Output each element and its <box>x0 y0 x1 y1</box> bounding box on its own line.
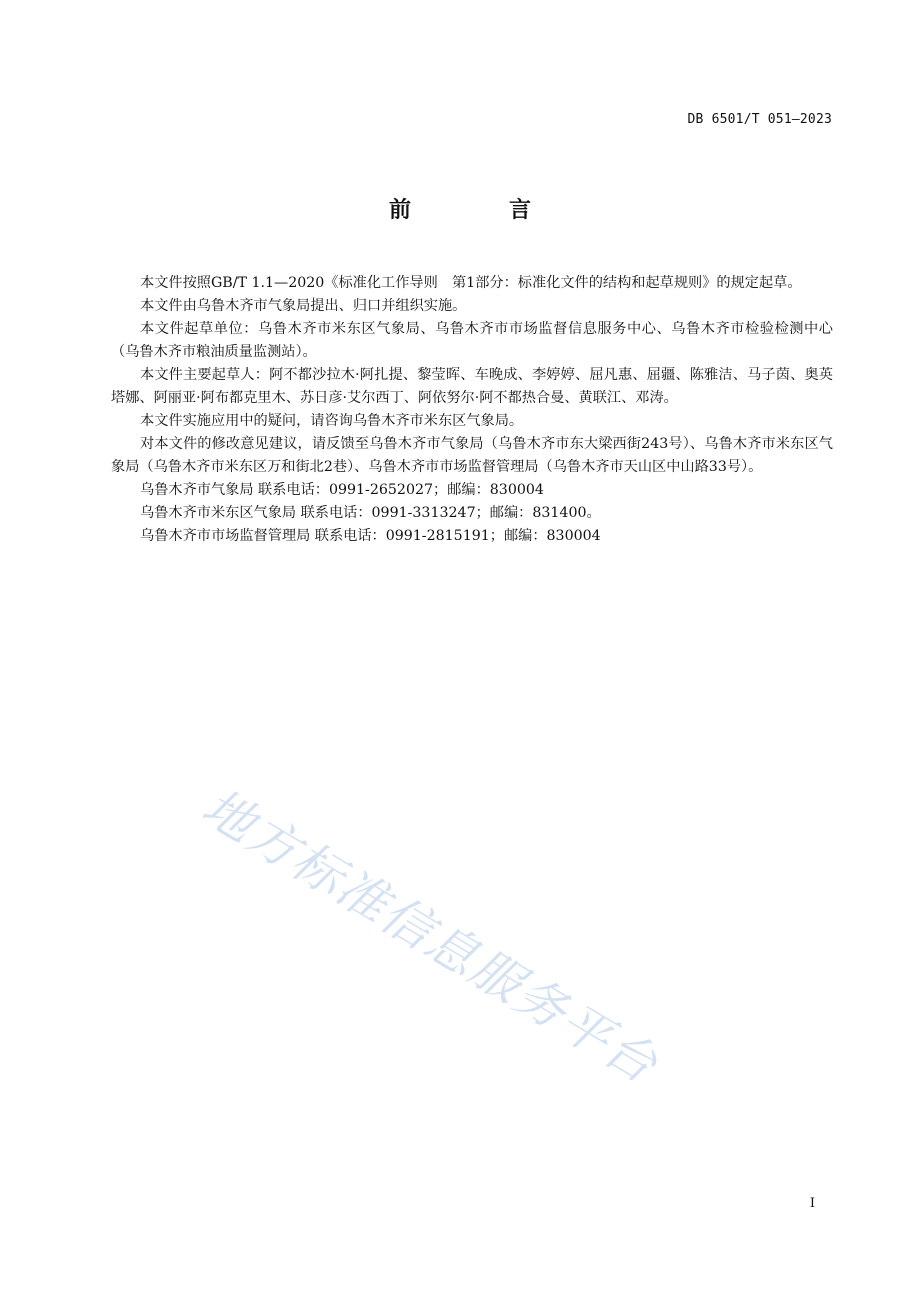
contact-market-supervision: 乌鲁木齐市市场监督管理局 联系电话：0991-2815191；邮编：830004 <box>140 528 601 544</box>
paragraph-proposer: 本文件由乌鲁木齐市气象局提出、归口并组织实施。 <box>140 298 467 314</box>
contact-midong-bureau: 乌鲁木齐市米东区气象局 联系电话：0991-3313247；邮编：831400。 <box>140 505 601 521</box>
contact-meteorological-bureau: 乌鲁木齐市气象局 联系电话：0991-2652027；邮编：830004 <box>140 482 544 498</box>
paragraph-drafting-units: 本文件起草单位：乌鲁木齐市米东区气象局、乌鲁木齐市市场监督信息服务中心、乌鲁木齐市检验检测中心（乌鲁木齐市粮油质量监测站）。 <box>111 321 833 360</box>
page-number: I <box>809 1196 815 1211</box>
paragraph-drafters: 本文件主要起草人：阿不都沙拉木·阿扎提、黎莹晖、车晚成、李婷婷、屈凡惠、屈疆、陈雅洁、马子茵、奥英塔娜、阿丽亚·阿布都克里木、苏日彦·艾尔西丁、阿依努尔·阿不都热合曼、黄联江、邓涛。 <box>111 367 833 406</box>
page-title: 前 言 <box>388 198 569 223</box>
paragraph-drafting-basis: 本文件按照GB/T 1.1—2020《标准化工作导则 第1部分：标准化文件的结构和起草规则》的规定起草。 <box>140 275 802 291</box>
paragraph-inquiry: 本文件实施应用中的疑问，请咨询乌鲁木齐市米东区气象局。 <box>140 413 524 429</box>
watermark: 地方标准信息服务平台 <box>192 777 669 1095</box>
preface-body <box>111 272 833 548</box>
document-code: DB 6501/T 051—2023 <box>687 112 832 127</box>
paragraph-feedback: 对本文件的修改意见建议，请反馈至乌鲁木齐市气象局（乌鲁木齐市东大梁西街243号）、乌鲁木齐市米东区气象局（乌鲁木齐市米东区万和街北2巷）、乌鲁木齐市市场监督管理局（乌鲁木齐市天山区中山路33号）。 <box>111 436 833 475</box>
